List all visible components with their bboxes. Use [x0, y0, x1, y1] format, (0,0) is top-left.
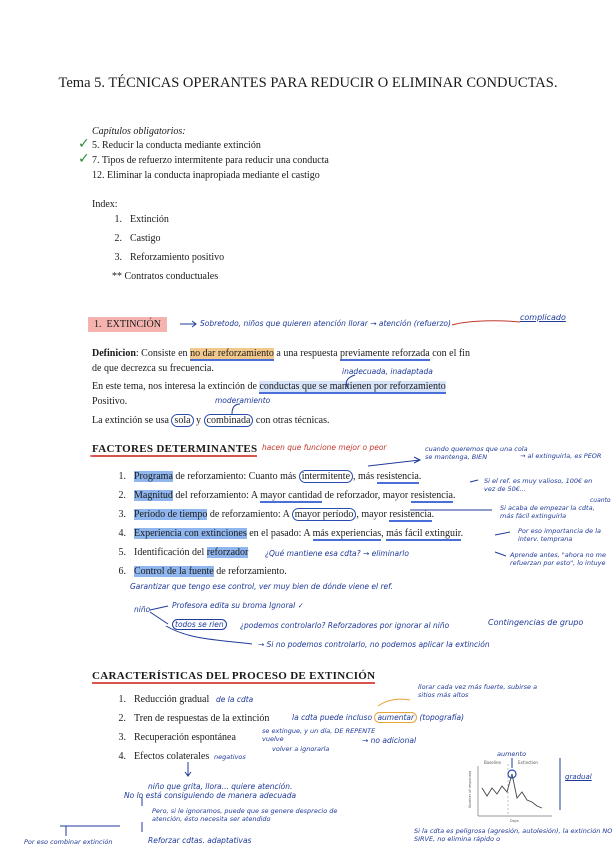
arrow	[378, 699, 410, 706]
note-text: (topografía)	[419, 713, 464, 722]
text: Efectos colaterales	[134, 751, 210, 762]
underlined-text: resistencia	[410, 490, 453, 501]
arrow	[180, 321, 196, 327]
handwritten-note: complicado	[520, 313, 566, 322]
text: .	[431, 509, 435, 520]
handwritten-note: moderamiento	[215, 396, 271, 405]
underlined-text: previamente reforzada	[340, 348, 430, 359]
list-number: 5.	[118, 547, 126, 558]
text: de reforzamiento: A	[207, 509, 292, 520]
graph-label-extinction: Extinction	[518, 760, 538, 765]
paragraph-line: Positivo.	[92, 396, 128, 407]
list-number: 2.	[118, 713, 126, 724]
arrow	[232, 404, 240, 414]
circled-note: todos se rien	[172, 619, 227, 630]
handwritten-note: hacen que funcione mejor o peor	[262, 443, 387, 452]
text: Tren de respuestas de la extinción	[134, 713, 270, 724]
check-icon: ✓	[78, 151, 90, 167]
text: Recuperación espontánea	[134, 732, 236, 743]
text: con otras técnicas.	[253, 415, 330, 426]
arrow	[495, 552, 506, 556]
note-text: la cdta puede incluso	[292, 713, 373, 722]
handwritten-note: gradual	[565, 773, 592, 781]
list-number: 1.	[118, 694, 126, 705]
list-number: 1.	[114, 214, 122, 225]
chapter-item: 7. Tipos de refuerzo intermitente para reducir una conducta	[92, 155, 329, 166]
text: .	[418, 471, 422, 482]
text: en el pasado: A	[246, 528, 313, 539]
list-number: 2.	[118, 490, 126, 501]
arrow	[470, 480, 478, 482]
underlined-text: mayor cantidad	[260, 490, 323, 501]
highlight-text: Magnitud	[134, 490, 173, 501]
arrow	[185, 762, 191, 776]
highlight-text: conductas que se mantienen por reforzamiento	[259, 381, 446, 392]
text: del reforzamiento: A	[172, 490, 261, 501]
text: de reforzamiento: Cuanto más	[172, 471, 299, 482]
circled-text: sola	[171, 414, 193, 427]
highlight-text: Control de la fuente	[134, 566, 214, 577]
graph-x-label: Days	[510, 819, 519, 823]
handwritten-note: ¿podemos controlarlo? Reforzadores por ignorar al niño	[240, 621, 450, 630]
handwritten-note: negativos	[214, 753, 246, 761]
list-number: 1.	[118, 471, 126, 482]
arrow	[452, 321, 520, 325]
handwritten-note: niño	[134, 605, 151, 614]
handwritten-note: cuando queremos que una cola se mantenga, BIEN	[425, 445, 528, 461]
handwritten-note: → al extinguirla, es PEOR	[520, 452, 602, 460]
arrow	[495, 532, 510, 535]
list-number: 4.	[118, 751, 126, 762]
handwritten-note: Si acaba de empezar la cdta, más fácil extinguirla	[500, 504, 595, 520]
handwritten-note: Aprende antes, "ahora no me refuerzan por esto", lo intuye	[510, 551, 607, 567]
arrow	[150, 612, 168, 624]
arrow	[60, 826, 120, 836]
text: .	[460, 528, 464, 539]
heading-number: 1.	[94, 319, 102, 330]
handwritten-note: Reforzar cdtas. adaptativas	[148, 836, 252, 845]
circled-text: mayor período	[292, 508, 357, 521]
definition-line: de que decrezca su frecuencia.	[92, 363, 214, 374]
handwritten-note: niño que grita, llora... quiere atención.	[148, 782, 293, 791]
heading-text: EXTINCIÓN	[106, 319, 161, 330]
graph-label-baseline: Baseline	[484, 760, 501, 765]
underlined-text: resistencia	[389, 509, 432, 520]
heading-text: CARACTERÍSTICAS DEL PROCESO DE EXTINCIÓN	[92, 670, 376, 682]
list-number: 3.	[118, 732, 126, 743]
text: de reforzamiento.	[213, 566, 287, 577]
handwritten-note: inadecuada, inadaptada	[342, 367, 433, 376]
handwritten-note: se extingue, y un día, DE REPENTE vuelve	[262, 727, 376, 743]
text: con el fin	[429, 348, 470, 359]
text: Identificación del	[134, 547, 207, 558]
index-item-text: Castigo	[130, 233, 161, 244]
arrow	[346, 375, 355, 388]
handwritten-note: Profesora edita su broma Ignoral ✓	[172, 601, 304, 610]
list-number: 6.	[118, 566, 126, 577]
page-title: Tema 5. TÉCNICAS OPERANTES PARA REDUCIR O ELIMINAR CONDUCTAS.	[58, 75, 558, 91]
chapter-item: 5. Reducir la conducta mediante extinción	[92, 140, 261, 151]
highlight-text: Experiencia con extinciones	[134, 528, 247, 539]
underlined-text: más experiencias	[312, 528, 382, 539]
circled-text: combinada	[204, 414, 254, 427]
chapters-heading: Capítulos obligatorios:	[92, 126, 186, 137]
handwritten-note: Si el ref. es muy valioso, 100€ en vez de 50€...	[484, 477, 593, 493]
circled-text: intermitente	[299, 470, 353, 483]
handwritten-note: llorar cada vez más fuerte, subirse a sitios más altos	[418, 683, 538, 699]
circled-note: aumentar	[374, 712, 417, 723]
handwritten-note: → Si no podemos controlarlo, no podemos aplicar la extinción	[258, 640, 490, 649]
text: de reforzador, mayor	[322, 490, 411, 501]
list-number: 3.	[118, 509, 126, 520]
chapter-item: 12. Eliminar la conducta inapropiada mediante el castigo	[92, 170, 320, 181]
list-number: 2.	[114, 233, 122, 244]
handwritten-note: No lo está consiguiendo de manera adecuada	[124, 791, 297, 800]
handwritten-note: cuanto	[590, 497, 611, 504]
arrow	[150, 606, 168, 610]
highlight-text: no dar reforzamiento	[190, 348, 274, 359]
text: .	[452, 490, 456, 501]
highlight-text: reforzador	[206, 547, 249, 558]
text: ,	[381, 528, 387, 539]
heading-text: FACTORES DETERMINANTES	[92, 443, 258, 455]
handwritten-note: Garantizar que tengo ese control, ver muy bien de dónde viene el ref.	[130, 582, 394, 591]
text: y	[193, 415, 204, 426]
text: En este tema, nos interesa la extinción de	[92, 381, 260, 392]
handwritten-note: ¿Qué mantiene esa cdta? → eliminarlo	[265, 549, 409, 558]
arrow	[166, 626, 252, 644]
handwritten-note: Por eso combinar extinción	[24, 838, 113, 846]
text: , más	[353, 471, 377, 482]
index-item-text: Reforzamiento positivo	[130, 252, 225, 263]
handwritten-note: Si la cdta es peligrosa (agresión, autolesión), la extinción NO SIRVE, no elimina rápido o	[414, 827, 613, 843]
arrow	[368, 457, 420, 466]
list-number: 4.	[118, 528, 126, 539]
text: La extinción se usa	[92, 415, 172, 426]
text: Reducción gradual	[134, 694, 210, 705]
index-item-text: Extinción	[130, 214, 169, 225]
handwritten-note: volver a ignorarla	[272, 745, 330, 753]
graph-y-label: Number of responses	[468, 770, 472, 808]
handwritten-note: aumento	[497, 750, 527, 758]
highlight-text: Período de tiempo	[134, 509, 208, 520]
text: : Consiste en	[135, 348, 191, 359]
handwritten-note: de la cdta	[216, 695, 254, 704]
text: a una respuesta	[273, 348, 341, 359]
underlined-text: más fácil extinguir	[386, 528, 461, 539]
check-icon: ✓	[78, 136, 90, 152]
handwritten-note: → no adicional	[362, 736, 417, 745]
list-number: 3.	[114, 252, 122, 263]
handwritten-note: Sobretodo, niños que quieren atención llorar → atención (refuerzo)	[200, 319, 451, 328]
index-label: Index:	[92, 199, 118, 210]
index-extra: ** Contratos conductuales	[112, 271, 219, 282]
handwritten-note: Contingencias de grupo	[488, 618, 584, 627]
definition-label: Definicion	[92, 348, 136, 359]
handwritten-note: Por eso importancia de la interv. temprana	[518, 527, 602, 543]
underlined-text: resistencia	[376, 471, 419, 482]
text: , mayor	[356, 509, 390, 520]
handwritten-note: Pero, si le ignoramos, puede que se genere desprecio de atención, ésto necesita ser atendido	[152, 807, 338, 823]
highlight-text: Programa	[134, 471, 173, 482]
